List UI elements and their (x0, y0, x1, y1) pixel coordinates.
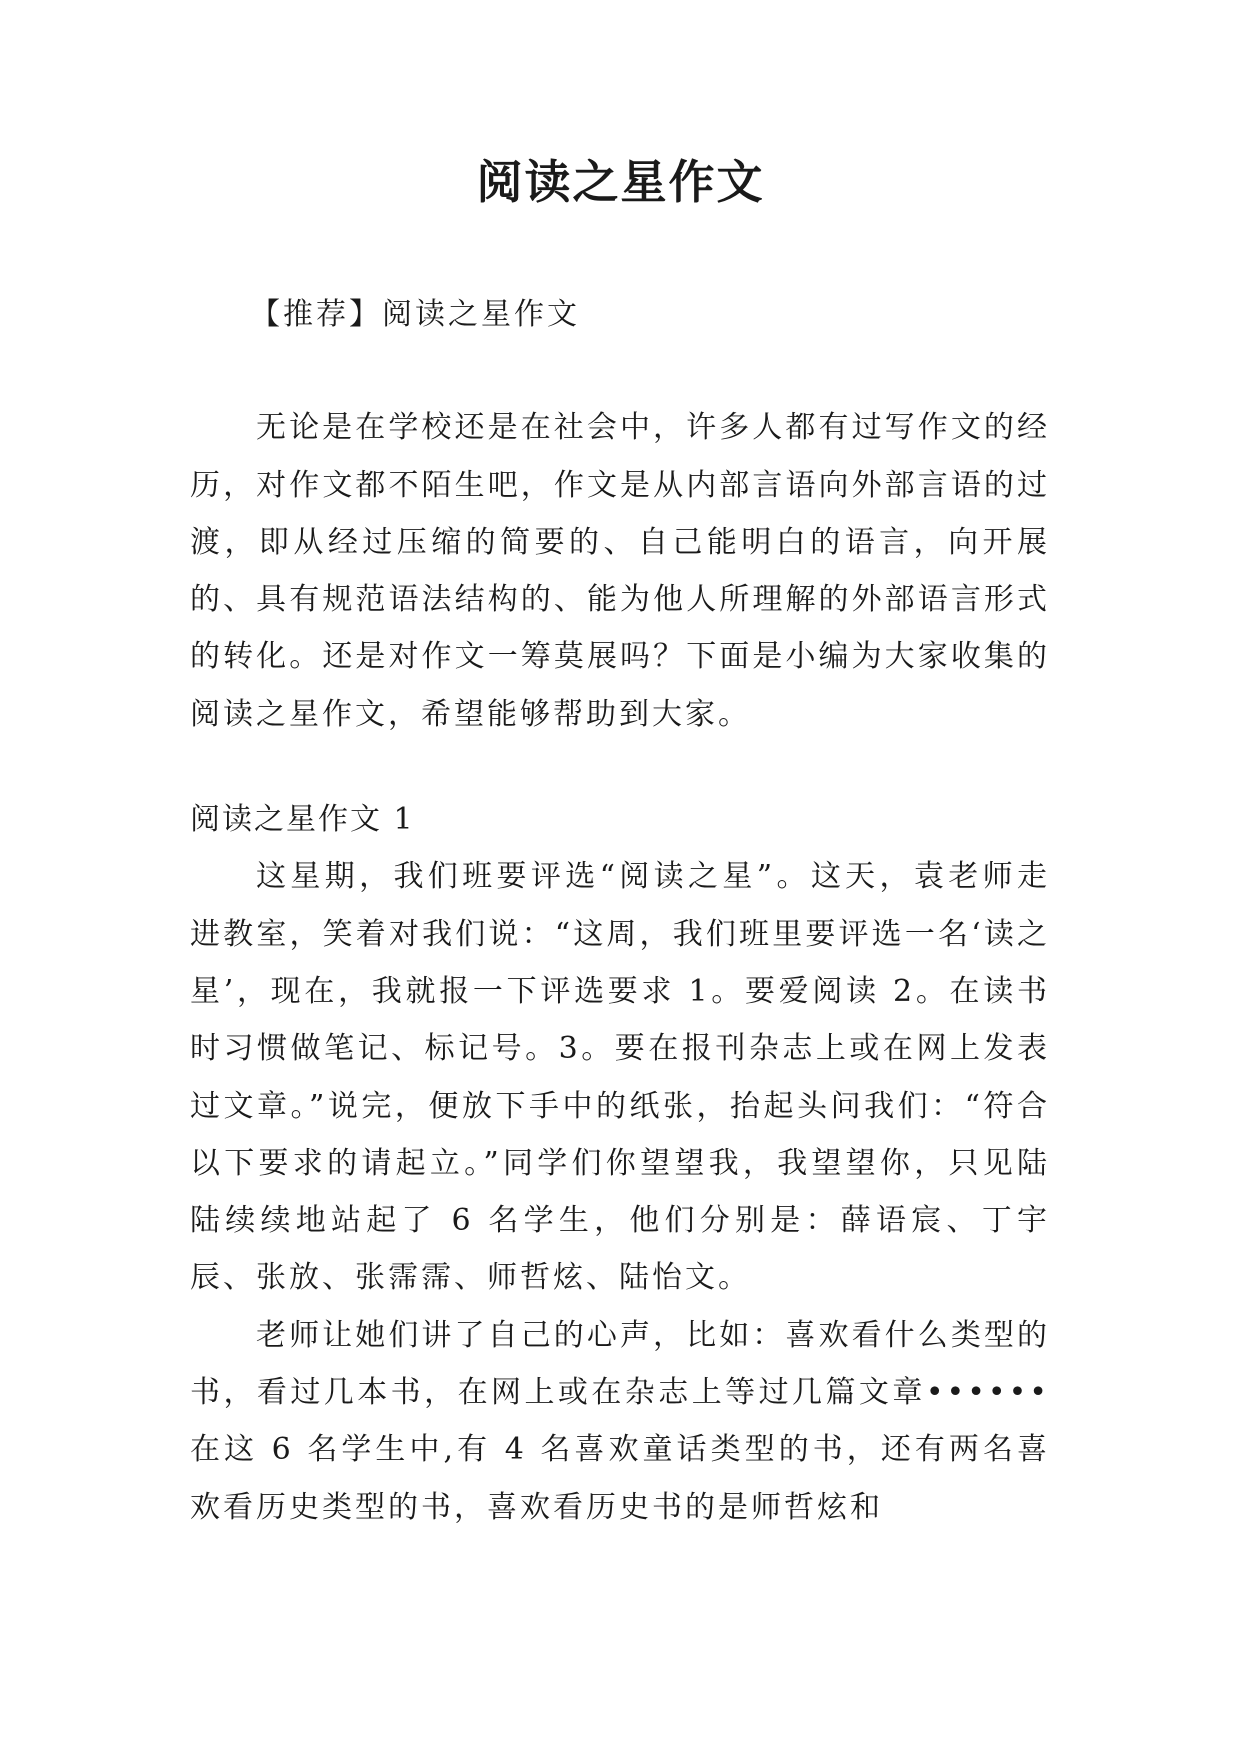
body-paragraph: 老师让她们讲了自己的心声，比如：喜欢看什么类型的书，看过几本书，在网上或在杂志上等过几篇文章••••••在这 6 名学生中,有 4 名喜欢童话类型的书，还有两名喜欢看历史类型的书，喜欢看历史书的是师哲炫和 (190, 1317, 1050, 1525)
spacer (190, 743, 1050, 791)
spacer (190, 343, 1050, 399)
body-paragraph: 这星期，我们班要评选“阅读之星”。这天，袁老师走进教室，笑着对我们说：“这周，我们班里要评选一名‘读之星’，现在，我就报一下评选要求 1。要爱阅读 2。在读书时习惯做笔记、标记号。3。要在报刊杂志上或在网上发表过文章。”说完，便放下手中的纸张，抬起头问我们：“符合以下要求的请起立。”同学们你望望我，我望望你，只见陆陆续续地站起了 6 名学生，他们分别是：薛语宸、丁宇辰、张放、张霈霈、师哲炫、陆怡文。 (190, 859, 1050, 1296)
document-title: 阅读之星作文 (476, 155, 765, 209)
recommend-line: 【推荐】阅读之星作文 (250, 297, 580, 332)
document-body (190, 286, 1050, 1536)
intro-paragraph: 无论是在学校还是在社会中，许多人都有过写作文的经历，对作文都不陌生吧，作文是从内部言语向外部言语的过渡，即从经过压缩的简要的、自己能明白的语言，向开展的、具有规范语法结构的、能为他人所理解的外部语言形式的转化。还是对作文一筹莫展吗？下面是小编为大家收集的阅读之星作文，希望能够帮助到大家。 (190, 410, 1050, 732)
section-heading: 阅读之星作文 1 (190, 802, 415, 838)
